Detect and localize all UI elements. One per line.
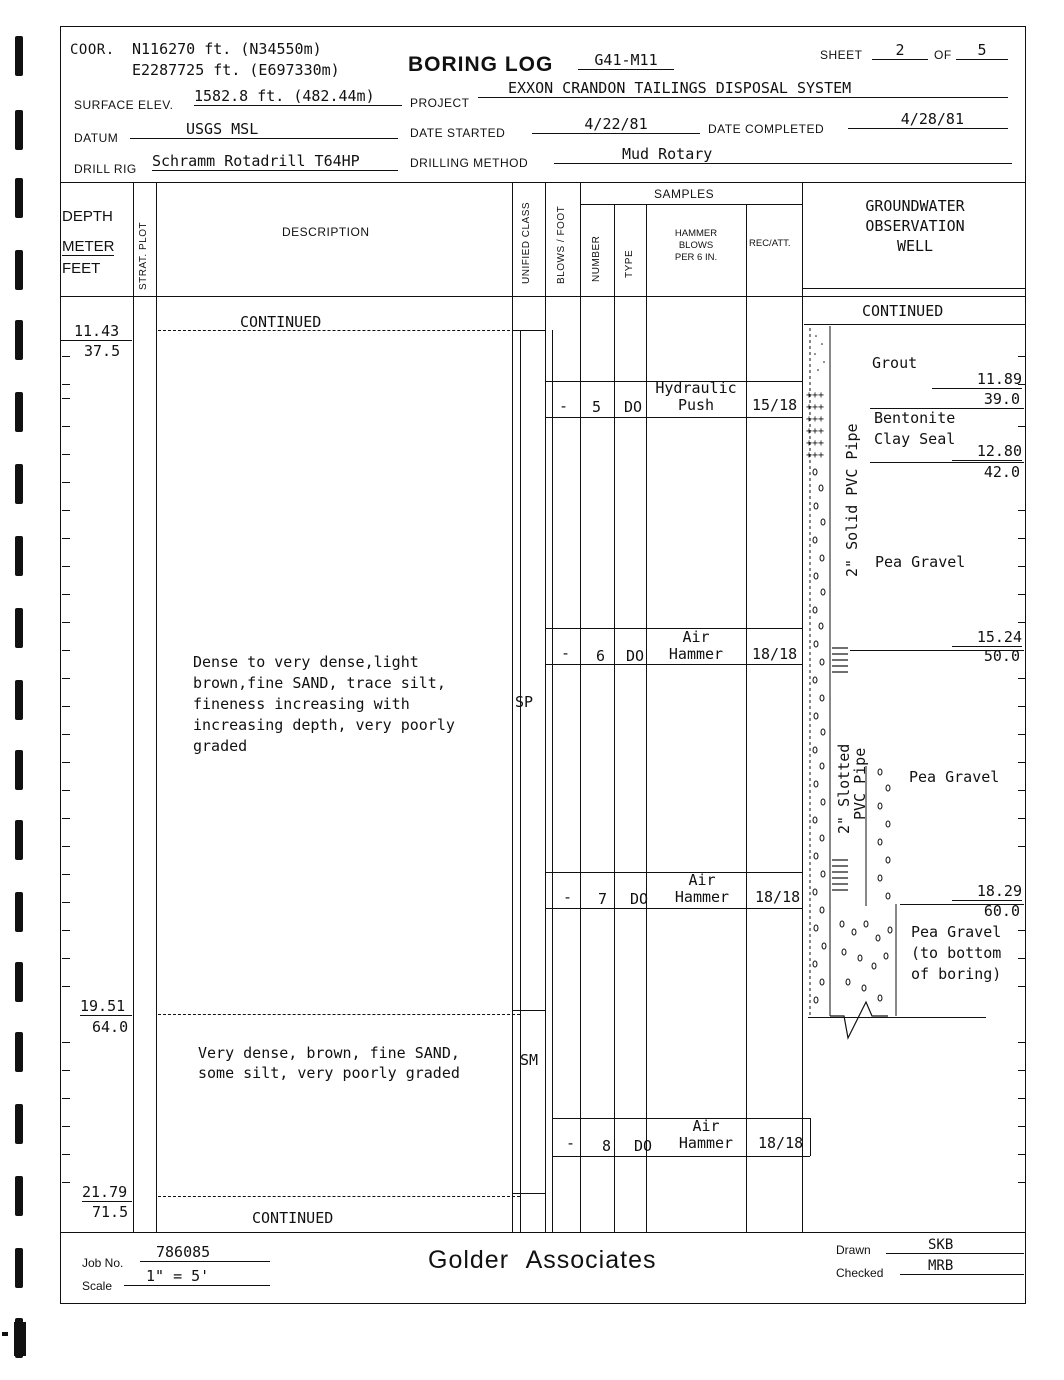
of-label: OF: [934, 48, 952, 62]
gravel2-depth-ft: 60.0: [983, 902, 1020, 920]
svg-text:+++: +++: [806, 438, 825, 449]
svg-text:+++: +++: [806, 450, 825, 461]
date-started: 4/22/81: [532, 115, 700, 134]
depth-bottom-m: 21.79: [82, 1183, 132, 1202]
pea-gravel-bottom-label: Pea Gravel (to bottom of boring): [911, 923, 1002, 983]
date-completed-label: DATE COMPLETED: [708, 122, 825, 136]
col-samples: SAMPLES: [654, 187, 715, 201]
layer2-class: SM: [520, 1051, 539, 1069]
checked-label: Checked: [836, 1266, 884, 1280]
job-no: 786085: [140, 1243, 270, 1262]
surface-elev-label: SURFACE ELEV.: [74, 98, 174, 112]
layer1-class: SP: [515, 693, 534, 711]
checked-by: MRB: [900, 1258, 1024, 1275]
svg-text:+++: +++: [806, 414, 825, 425]
col-type: TYPE: [624, 249, 635, 278]
scale-label: Scale: [82, 1279, 113, 1293]
pea-gravel-label: Pea Gravel: [909, 768, 1000, 786]
continued-bottom: CONTINUED: [252, 1209, 334, 1227]
depth-bottom-ft: 71.5: [92, 1203, 129, 1221]
well-continued: CONTINUED: [862, 302, 944, 320]
coor-line2: E2287725 ft. (E697330m): [132, 61, 340, 79]
col-depth: DEPTH: [62, 208, 113, 225]
depth-top-ft: 37.5: [84, 342, 121, 360]
project-label: PROJECT: [410, 96, 470, 110]
drawn-by: SKB: [886, 1237, 1024, 1254]
gravel1-depth-m: 15.24: [952, 628, 1022, 647]
coor-line1: N116270 ft. (N34550m): [132, 40, 322, 58]
col-feet: FEET: [62, 260, 101, 277]
gravel2-depth-m: 18.29: [952, 882, 1022, 901]
drill-rig-label: DRILL RIG: [74, 162, 137, 176]
corner-mark: [0, 1322, 28, 1362]
datum: USGS MSL: [130, 120, 398, 139]
drilling-method: Mud Rotary: [554, 145, 1012, 164]
drilling-method-label: DRILLING METHOD: [410, 156, 529, 170]
drawn-label: Drawn: [836, 1243, 871, 1257]
grout-label: Grout: [872, 354, 918, 372]
bentonite-label: Bentonite Clay Seal: [874, 409, 956, 448]
boring-id: G41-M11: [578, 51, 674, 70]
col-meter: METER: [62, 238, 115, 255]
svg-text:+++: +++: [806, 402, 825, 413]
project-name: EXXON CRANDON TAILINGS DISPOSAL SYSTEM: [478, 79, 1008, 98]
grout-depth-m: 11.89: [932, 370, 1022, 389]
depth-top-m: 11.43: [74, 322, 132, 341]
col-groundwater-well: GROUNDWATER OBSERVATION WELL: [865, 197, 965, 255]
col-strat-plot: STRAT. PLOT: [138, 221, 149, 290]
scale-value: 1" = 5': [124, 1267, 270, 1286]
gravel1-depth-ft: 50.0: [983, 647, 1020, 665]
col-description: DESCRIPTION: [282, 225, 370, 239]
coor-label: COOR.: [70, 42, 115, 58]
depth-mid-ft: 64.0: [92, 1018, 129, 1036]
bentonite-depth-m: 12.80: [952, 442, 1022, 461]
job-no-label: Job No.: [82, 1256, 124, 1270]
col-hammer: HAMMER BLOWS PER 6 IN.: [674, 228, 718, 263]
depth-mid-m: 19.51: [80, 997, 132, 1016]
sheet-num: 2: [872, 41, 928, 60]
date-completed: 4/28/81: [848, 110, 1008, 129]
col-unified-class: UNIFIED CLASS: [521, 201, 532, 284]
company-name: Golder Associates: [428, 1246, 657, 1274]
layer2-description: Very dense, brown, fine SAND, some silt, very poorly graded: [198, 1044, 460, 1082]
pea-gravel-label: Pea Gravel: [875, 553, 966, 571]
datum-label: DATUM: [74, 131, 119, 145]
svg-text:+++: +++: [806, 426, 825, 437]
date-started-label: DATE STARTED: [410, 126, 506, 140]
drill-rig: Schramm Rotadrill T64HP: [152, 152, 398, 171]
grout-depth-ft: 39.0: [983, 390, 1020, 408]
sheet-total: 5: [956, 41, 1008, 60]
boring-log-title: BORING LOG: [408, 53, 554, 76]
solid-pvc-pipe-label: 2" Solid PVC Pipe: [843, 423, 861, 577]
sheet-label: SHEET: [820, 48, 863, 62]
continued-top: CONTINUED: [240, 313, 322, 331]
col-number: NUMBER: [591, 235, 602, 282]
bentonite-depth-ft: 42.0: [983, 463, 1020, 481]
layer1-description: Dense to very dense,light brown,fine SAND, trace silt, fineness increasing with increasing depth, very poorly graded: [193, 653, 455, 755]
svg-text:+++: +++: [806, 390, 825, 401]
col-blows-foot: BLOWS / FOOT: [556, 205, 567, 284]
slotted-pvc-pipe-label: 2" Slotted PVC Pipe: [835, 743, 869, 834]
surface-elev: 1582.8 ft. (482.44m): [194, 87, 402, 106]
col-rec-att: REC/ATT.: [749, 238, 791, 249]
